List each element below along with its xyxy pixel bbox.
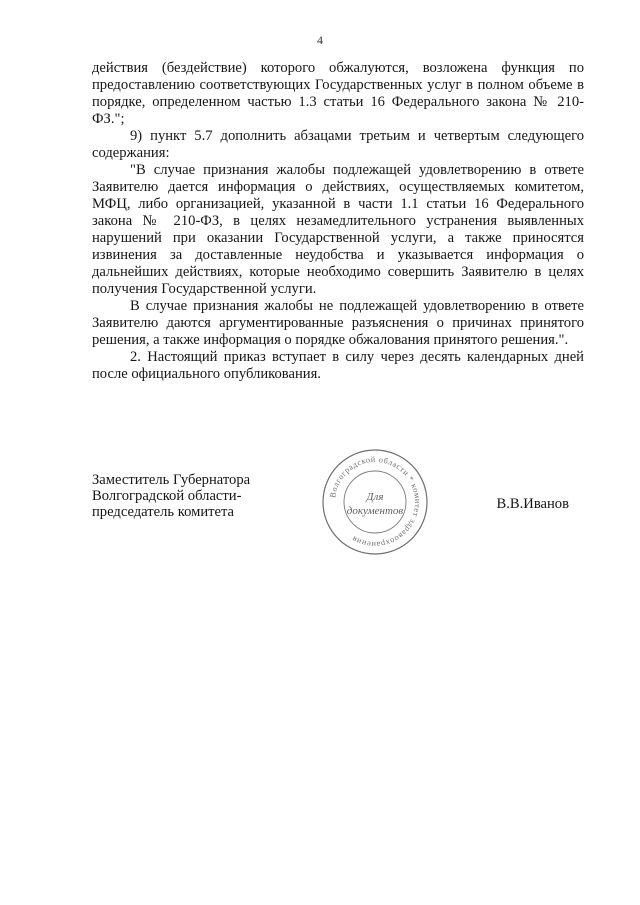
signer-title-line: председатель комитета <box>92 504 235 520</box>
official-stamp <box>320 447 430 557</box>
paragraph-item-9: 9) пункт 5.7 дополнить абзацами третьим и четвертым следующего содержания: <box>92 128 584 161</box>
paragraph-item-2: 2. Настоящий приказ вступает в силу через десять календарных дней после официального опубликования. <box>92 349 584 382</box>
stamp-ring-text: Волгоградской области * комитет здравоохранения <box>328 454 423 550</box>
stamp-center-line2: документов <box>346 505 404 517</box>
signer-title <box>92 472 250 520</box>
signer-name: В.В.Иванов <box>496 496 569 512</box>
document-body <box>92 60 584 383</box>
signer-title-line: Волгоградской области- <box>92 488 242 504</box>
page-number: 4 <box>317 33 323 47</box>
paragraph-continuation: действия (бездействие) которого обжалуются, возложена функция по предоставлению соответствующих Государственных услуг в полном объеме в порядке, определенном частью 1.3 статьи 16 Федерального закона № 210-ФЗ."; <box>92 60 584 127</box>
signature-block <box>92 454 584 572</box>
paragraph-quote-1: "В случае признания жалобы подлежащей удовлетворению в ответе Заявителю дается информация о действиях, осуществляемых комитетом, МФЦ, либо организацией, указанной в части 1.1 статьи 16 Федерального закона № 210-ФЗ, в целях незамедлительного устранения выявленных нарушений при оказании Государственной услуги, а также приносятся извинения за доставленные неудобства и указывается информация о дальнейших действиях, которые необходимо совершить Заявителю в целях получения Государственной услуги. <box>92 162 584 297</box>
paragraph-quote-2: В случае признания жалобы не подлежащей удовлетворению в ответе Заявителю даются аргументированные разъяснения о причинах принятого решения, а также информация о порядке обжалования принятого решения.". <box>92 298 584 348</box>
signer-title-line: Заместитель Губернатора <box>92 472 251 488</box>
stamp-center-line1: Для <box>366 491 384 503</box>
